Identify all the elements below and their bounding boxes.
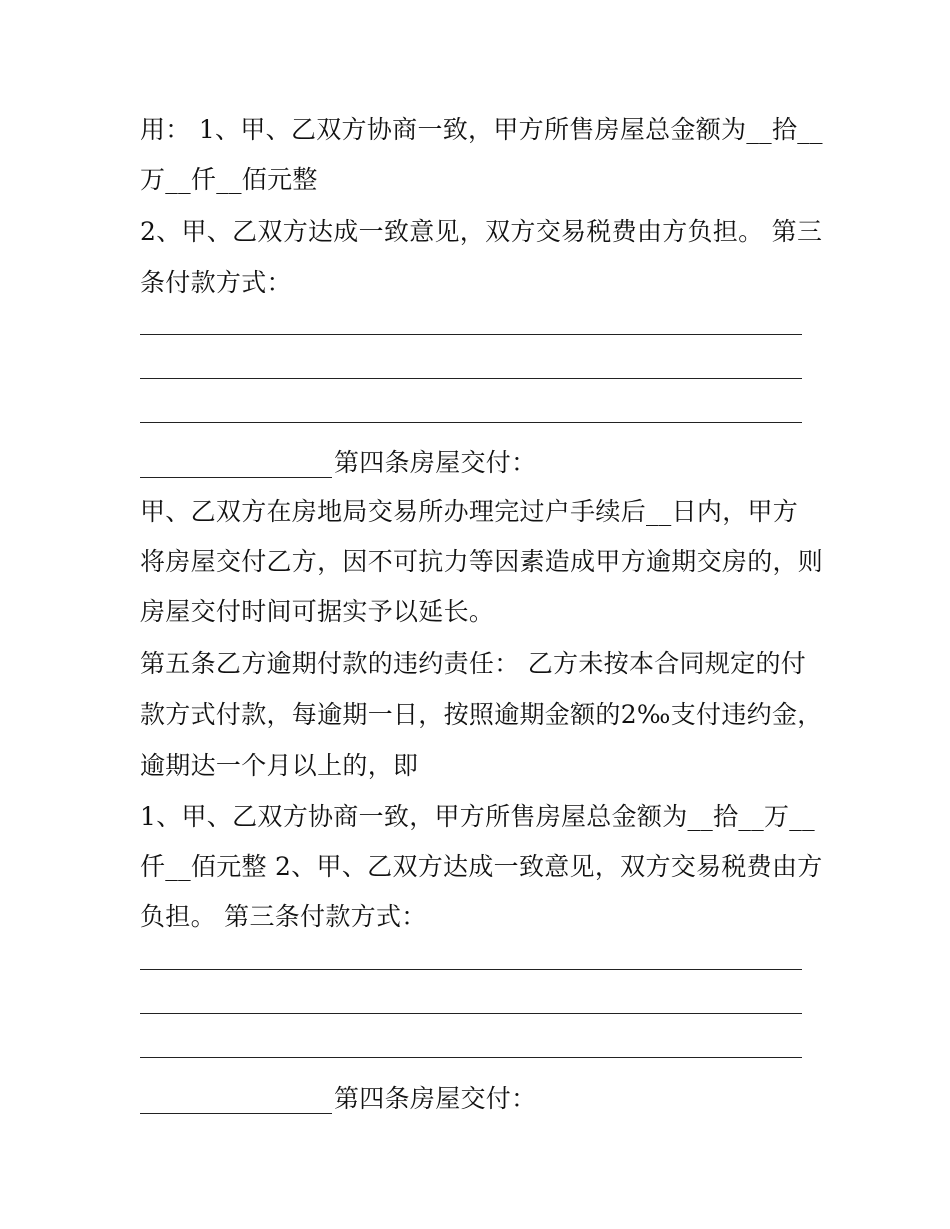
- text-line: 甲、乙双方在房地局交易所办理完过户手续后__日内，甲方: [140, 497, 799, 526]
- text-line: 负担。 第三条付款方式：: [140, 902, 427, 931]
- text-line: 将房屋交付乙方，因不可抗力等因素造成甲方逾期交房的，则: [140, 547, 824, 576]
- text-line: 第五条乙方逾期付款的违约责任： 乙方未按本合同规定的付: [140, 649, 807, 678]
- section-heading-line: [140, 1084, 536, 1114]
- section-heading: 第四条房屋交付：: [334, 448, 537, 477]
- text-line: 2、甲、乙双方达成一致意见，双方交易税费由方负担。 第三: [140, 217, 823, 246]
- text-line: 房屋交付时间可据实予以延长。: [140, 597, 495, 626]
- blank-fill-short-line: [140, 1091, 332, 1114]
- text-line: 逾期达一个月以上的，即: [140, 751, 419, 780]
- text-line: 仟__佰元整 2、甲、乙双方达成一致意见，双方交易税费由方: [140, 852, 823, 881]
- text-line: 款方式付款，每逾期一日，按照逾期金额的2‰支付违约金，: [140, 700, 823, 729]
- section-heading-line: [140, 448, 536, 478]
- text-line: 用： 1、甲、乙双方协商一致，甲方所售房屋总金额为__拾__: [140, 115, 823, 144]
- blank-fill-line: [140, 1013, 802, 1014]
- blank-fill-line: [140, 969, 802, 970]
- blank-fill-line: [140, 422, 802, 423]
- text-line: 万__仟__佰元整: [140, 165, 318, 194]
- blank-fill-line: [140, 334, 802, 335]
- section-heading: 第四条房屋交付：: [334, 1084, 537, 1113]
- blank-fill-line: [140, 1057, 802, 1058]
- text-line: 1、甲、乙双方协商一致，甲方所售房屋总金额为__拾__万__: [140, 802, 815, 831]
- text-line: 条付款方式：: [140, 268, 292, 297]
- blank-fill-short-line: [140, 455, 332, 478]
- blank-fill-line: [140, 378, 802, 379]
